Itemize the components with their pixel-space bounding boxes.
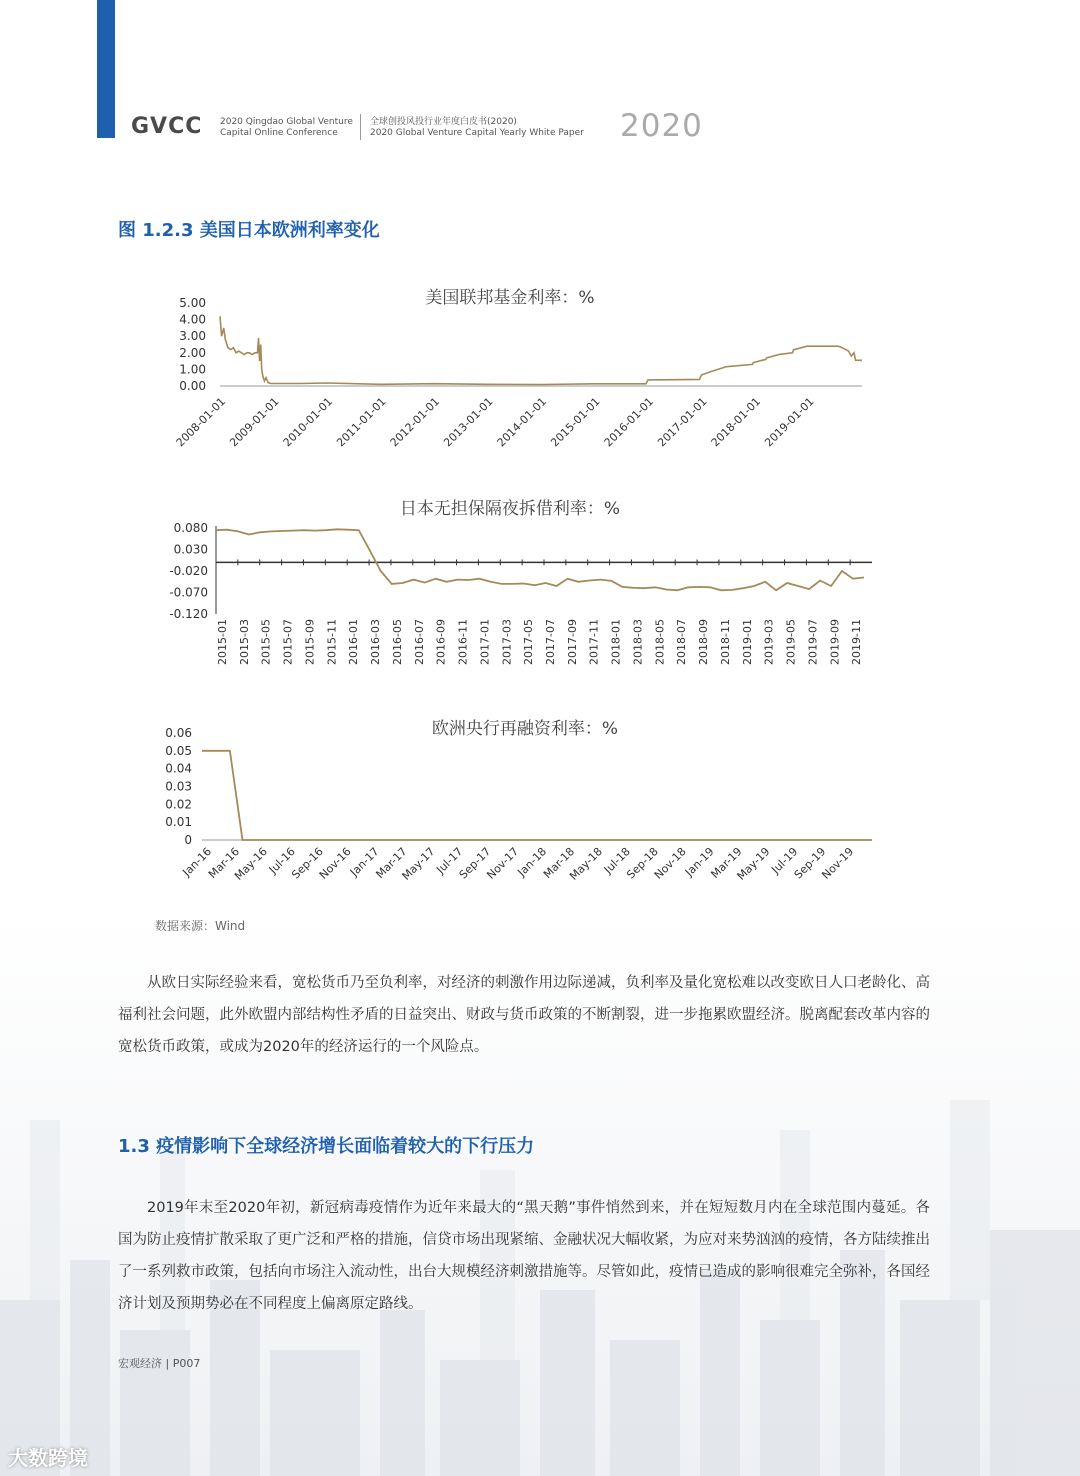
y-tick-label: -0.070 [169, 585, 208, 600]
x-tick-label: 2013-01-01 [441, 394, 496, 450]
x-tick-label: 2018-01 [609, 619, 623, 665]
x-tick-label: 2016-01-01 [601, 394, 657, 450]
x-tick-label: 2016-11 [456, 619, 470, 665]
y-tick-label: 0 [184, 833, 192, 847]
x-tick-label: 2016-07 [412, 619, 426, 665]
x-tick-label: Nov-17 [484, 844, 522, 882]
x-tick-label: 2015-05 [259, 619, 273, 665]
x-tick-label: May-16 [232, 844, 270, 883]
x-tick-label: Jan-17 [347, 844, 382, 879]
page-footer: 宏观经济 | P007 [118, 1357, 201, 1370]
figure-title: 图 1.2.3 美国日本欧洲利率变化 [118, 220, 380, 241]
x-tick-label: Mar-17 [373, 844, 410, 882]
x-tick-label: 2019-03 [762, 619, 776, 665]
x-tick-label: May-17 [399, 844, 438, 883]
x-tick-label: Mar-16 [205, 844, 243, 882]
x-tick-label: 2018-07 [675, 619, 689, 665]
x-tick-label: 2018-03 [631, 619, 645, 665]
y-tick-label: 0.00 [179, 379, 206, 393]
x-tick-label: 2018-01-01 [708, 394, 764, 450]
x-tick-label: 2014-01-01 [494, 394, 550, 450]
white-paper-title-cn: 全球创投风投行业年度白皮书(2020) [370, 117, 517, 127]
y-tick-label: 3.00 [179, 329, 206, 344]
y-tick-label: 0.05 [165, 743, 192, 758]
x-tick-label: 2017-11 [587, 619, 601, 665]
y-tick-label: 1.00 [179, 362, 206, 377]
paragraph-2-text: 2019年末至2020年初，新冠病毒疫情作为近年来最大的“黑天鹅”事件悄然到来，并在短短数月内在全球范围内蔓延。各国为防止疫情扩散采取了更广泛和严格的措施，信贷市场出现紧缩、金融状况大幅收紧，为应对来势汹汹的疫情，各方陆续推出了一系列救市政策，包括向市场注入流动性，出台大规模经济刺激措施等。尽管如此，疫情已造成的影响很难完全弥补，各国经济计划及预期势必在不同程度上偏离原定路线。 [118, 1200, 930, 1312]
japan-overnight-rate-chart [0, 492, 1080, 682]
paragraph-2 [118, 1192, 930, 1320]
y-tick-label: 0.01 [165, 815, 192, 830]
y-tick-label: 0.03 [165, 779, 192, 794]
section-title: 1.3 疫情影响下全球经济增长面临着较大的下行压力 [118, 1136, 535, 1157]
y-tick-label: -0.120 [169, 607, 208, 621]
x-tick-label: 2015-09 [303, 619, 317, 665]
x-tick-label: Nov-19 [819, 844, 857, 882]
chart-title: 美国联邦基金利率：% [425, 288, 595, 308]
x-tick-label: 2016-09 [434, 619, 448, 665]
header-year: 2020 [620, 108, 703, 144]
x-tick-label: Mar-19 [708, 844, 745, 882]
y-tick-label: 0.02 [165, 797, 192, 812]
x-tick-label: 2019-01 [740, 619, 754, 665]
x-tick-label: 2015-01 [216, 619, 229, 665]
x-tick-label: 2017-01-01 [655, 394, 710, 450]
x-tick-label: 2017-03 [500, 619, 514, 665]
x-tick-label: Sep-18 [624, 844, 661, 882]
y-tick-label: 4.00 [179, 312, 206, 327]
conference-line-2: Capital Online Conference [220, 128, 338, 138]
x-tick-label: 2017-09 [565, 619, 579, 665]
x-tick-label: Jul-19 [769, 844, 801, 877]
y-tick-label: 2.00 [179, 345, 206, 360]
gvcc-logo: GVCC [131, 114, 203, 139]
x-tick-label: 2008-01-01 [173, 394, 229, 450]
x-tick-label: 2012-01-01 [387, 394, 443, 450]
ecb-rate-line [202, 751, 872, 840]
x-tick-label: 2010-01-01 [280, 394, 336, 450]
x-tick-label: 2016-01 [347, 619, 361, 665]
x-tick-label: 2017-05 [522, 619, 536, 665]
x-tick-label: 2018-05 [653, 619, 667, 665]
x-tick-label: 2019-01-01 [762, 394, 817, 450]
x-tick-label: May-18 [567, 844, 605, 883]
y-tick-label: 0.080 [173, 521, 208, 535]
x-tick-label: 2019-07 [806, 619, 820, 665]
x-tick-label: Nov-16 [316, 844, 354, 882]
y-tick-label: 0.04 [165, 761, 192, 776]
x-tick-label: 2019-05 [784, 619, 798, 665]
x-tick-label: 2017-07 [544, 619, 557, 665]
x-tick-label: 2011-01-01 [334, 394, 389, 450]
paragraph-1-text: 从欧日实际经验来看，宽松货币乃至负利率，对经济的刺激作用边际递减，负利率及量化宽松难以改变欧日人口老龄化、高福利社会问题，此外欧盟内部结构性矛盾的日益突出、财政与货币政策的不断割裂，进一步拖累欧盟经济。脱离配套改革内容的宽松货币政策，或成为2020年的经济运行的一个风险点。 [118, 975, 930, 1055]
chart-title: 日本无担保隔夜拆借利率：% [399, 499, 621, 519]
x-tick-label: 2015-01-01 [548, 394, 603, 450]
conference-name [220, 117, 353, 139]
x-tick-label: 2019-11 [850, 619, 864, 665]
y-tick-label: 0.030 [173, 542, 208, 557]
x-tick-label: May-19 [734, 844, 773, 883]
white-paper-title [370, 117, 584, 139]
x-tick-label: 2016-03 [369, 619, 383, 665]
x-tick-label: 2015-07 [281, 619, 295, 665]
us-rate-line [220, 316, 862, 384]
white-paper-title-en: 2020 Global Venture Capital Yearly White Paper [370, 128, 584, 138]
x-tick-label: 2018-09 [697, 619, 711, 665]
x-tick-label: 2015-03 [237, 619, 251, 665]
x-tick-label: Jan-19 [682, 844, 717, 879]
x-tick-label: 2016-05 [390, 619, 404, 665]
x-tick-label: Jan-18 [515, 844, 550, 879]
watermark-logo: 大数跨境 [8, 1446, 88, 1470]
x-tick-label: Sep-19 [791, 844, 829, 882]
paragraph-1 [118, 967, 930, 1063]
x-tick-label: 2017-01 [478, 619, 492, 665]
x-tick-label: Jul-16 [266, 844, 298, 877]
us-fed-funds-chart [0, 280, 1080, 480]
header-divider [360, 114, 361, 140]
y-tick-label: 0.06 [165, 726, 192, 740]
y-tick-label: -0.020 [169, 564, 208, 578]
y-tick-label: 5.00 [179, 296, 206, 310]
x-tick-label: Mar-18 [540, 844, 578, 882]
x-tick-label: 2019-09 [828, 619, 842, 665]
ecb-refinancing-rate-chart [0, 712, 1080, 902]
data-source: 数据来源：Wind [155, 919, 246, 933]
x-tick-label: 2009-01-01 [227, 394, 282, 450]
accent-bar [97, 0, 115, 138]
x-tick-label: Jan-16 [180, 844, 215, 879]
x-tick-label: 2018-11 [718, 619, 732, 665]
x-tick-label: Sep-17 [456, 844, 494, 882]
conference-line-1: 2020 Qingdao Global Venture [220, 117, 353, 127]
x-tick-label: Sep-16 [289, 844, 326, 882]
x-tick-label: 2015-11 [325, 619, 339, 665]
chart-title: 欧洲央行再融资利率：% [431, 719, 619, 739]
x-tick-label: Jul-18 [601, 844, 633, 877]
x-tick-label: Jul-17 [434, 844, 466, 877]
x-tick-label: Nov-18 [651, 844, 689, 882]
japan-rate-line [216, 529, 864, 590]
